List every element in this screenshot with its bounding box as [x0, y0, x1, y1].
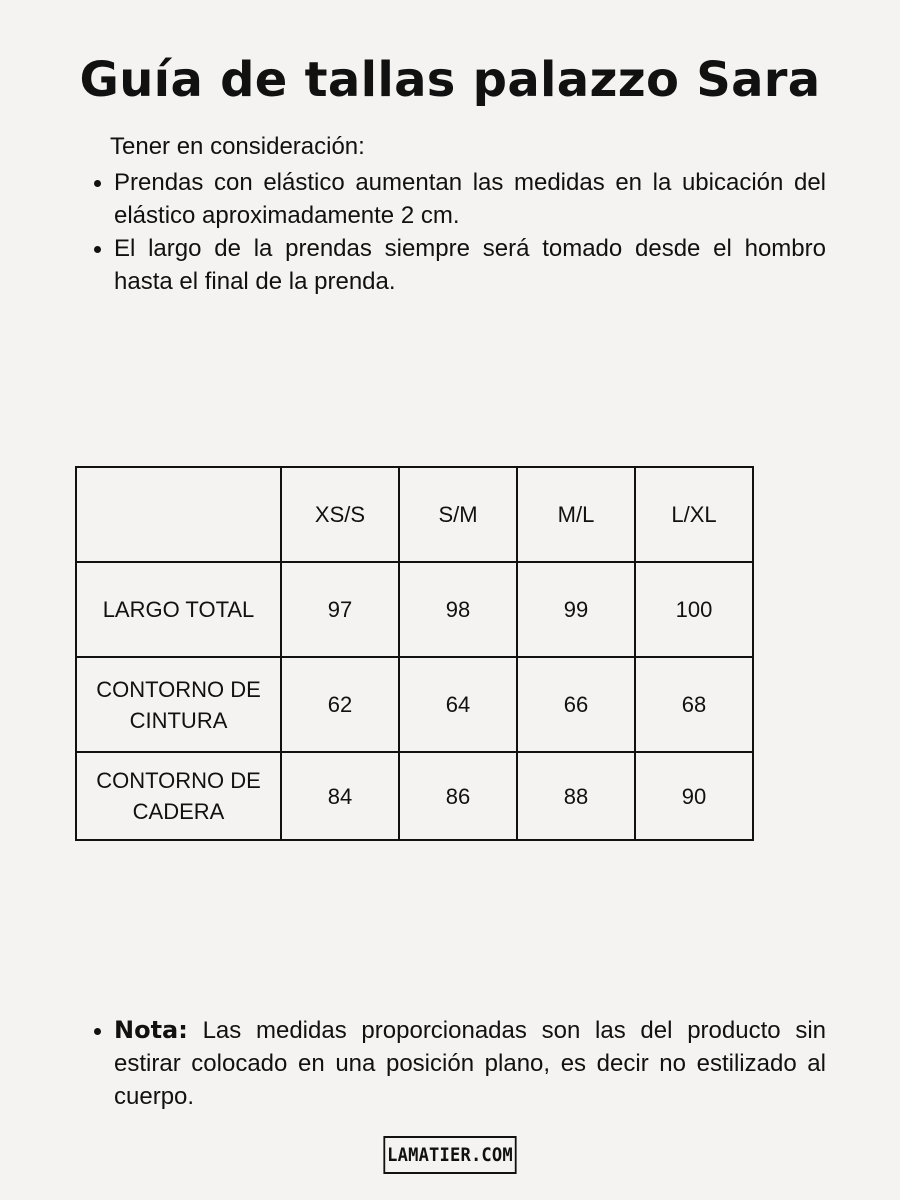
table-cell: 84: [281, 752, 399, 840]
header-size-xs-s: XS/S: [281, 467, 399, 562]
table-cell: 88: [517, 752, 635, 840]
brand-logo: LAMATIER.COM: [383, 1136, 516, 1174]
note-list: [92, 1014, 826, 1113]
list-item: El largo de la prendas siempre será tomado desde el hombro hasta el final de la prenda.: [92, 232, 826, 298]
table-header-row: [76, 467, 753, 562]
table-row: [76, 752, 753, 840]
header-size-s-m: S/M: [399, 467, 517, 562]
table-cell: 100: [635, 562, 753, 657]
header-size-m-l: M/L: [517, 467, 635, 562]
table-cell: 62: [281, 657, 399, 752]
table-cell: 66: [517, 657, 635, 752]
table-cell: 99: [517, 562, 635, 657]
header-size-l-xl: L/XL: [635, 467, 753, 562]
considerations-list: [92, 166, 826, 298]
row-label: CONTORNO DE CADERA: [76, 752, 281, 840]
list-item: Prendas con elástico aumentan las medidas en la ubicación del elástico aproximadamente 2 cm.: [92, 166, 826, 232]
header-empty-cell: [76, 467, 281, 562]
table-cell: 97: [281, 562, 399, 657]
table-cell: 64: [399, 657, 517, 752]
table-cell: 98: [399, 562, 517, 657]
note-item: [92, 1014, 826, 1113]
row-label: CONTORNO DE CINTURA: [76, 657, 281, 752]
page-title: Guía de tallas palazzo Sara: [79, 52, 821, 108]
note-text: Las medidas proporcionadas son las del producto sin estirar colocado en una posición plano, es decir no estilizado al cuerpo.: [114, 1017, 826, 1110]
table-cell: 68: [635, 657, 753, 752]
note-label: Nota:: [114, 1016, 188, 1044]
intro-text: Tener en consideración:: [110, 133, 365, 160]
table-cell: 86: [399, 752, 517, 840]
table-row: [76, 562, 753, 657]
table-cell: 90: [635, 752, 753, 840]
row-label: LARGO TOTAL: [76, 562, 281, 657]
size-table: [75, 466, 754, 841]
table-row: [76, 657, 753, 752]
